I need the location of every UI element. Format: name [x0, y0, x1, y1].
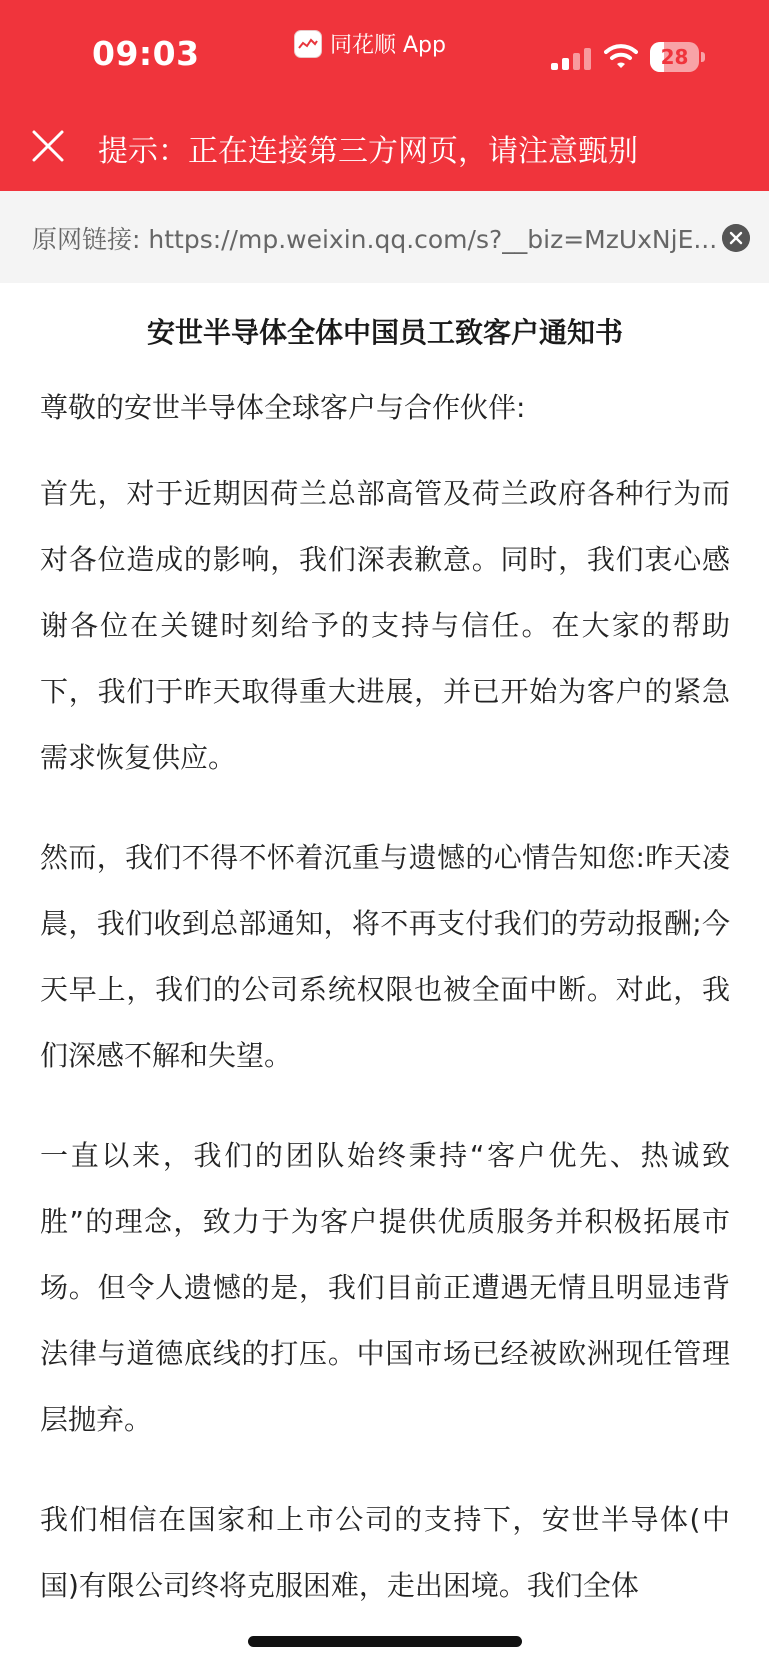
notice-text: 提示：正在连接第三方网页，请注意甄别 — [98, 134, 638, 169]
article-title: 安世半导体全体中国员工致客户通知书 — [146, 316, 623, 349]
home-indicator[interactable] — [248, 1636, 522, 1647]
url-bar[interactable] — [0, 191, 769, 283]
article-paragraph: 一直以来，我们的团队始终秉持“客户优先、热诚致胜”的理念，致力于为客户提供优质服务并积极拓展市场。但令人遗憾的是，我们目前正遭遇无情且明显违背法律与道德底线的打压。中国市场已经被欧洲现任管理层抛弃。 — [40, 1139, 730, 1437]
article-paragraph: 然而，我们不得不怀着沉重与遗憾的心情告知您:昨天凌晨，我们收到总部通知，将不再支付我们的劳动报酬;今天早上，我们的公司系统权限也被全面中断。对此，我们深感不解和失望。 — [40, 841, 730, 1073]
article-greeting: 尊敬的安世半导体全球客户与合作伙伴: — [40, 391, 526, 425]
header — [0, 0, 769, 191]
article-paragraph: 我们相信在国家和上市公司的支持下，安世半导体(中国)有限公司终将克服困难，走出困境。我们全体 — [40, 1503, 730, 1603]
app-logo-icon — [294, 30, 322, 58]
article — [40, 283, 730, 1619]
status-time: 09:03 — [92, 34, 200, 73]
battery-icon — [650, 42, 706, 72]
status-bar — [0, 0, 769, 110]
app-name: 同花顺 App — [330, 33, 446, 58]
article-paragraph: 首先，对于近期因荷兰总部高管及荷兰政府各种行为而对各位造成的影响，我们深表歉意。同时，我们衷心感谢各位在关键时刻给予的支持与信任。在大家的帮助下，我们于昨天取得重大进展，并已开始为客户的紧急需求恢复供应。 — [40, 477, 730, 775]
clear-icon[interactable] — [722, 224, 750, 252]
close-icon[interactable] — [30, 128, 66, 164]
app-indicator[interactable] — [294, 28, 446, 59]
url-text: 原网链接: https://mp.weixin.qq.com/s?__biz=MzUxNjE... — [32, 225, 718, 254]
notice-banner — [0, 112, 769, 182]
battery-level: 28 — [660, 45, 689, 69]
signal-icon — [551, 48, 593, 70]
wifi-icon — [604, 42, 638, 70]
